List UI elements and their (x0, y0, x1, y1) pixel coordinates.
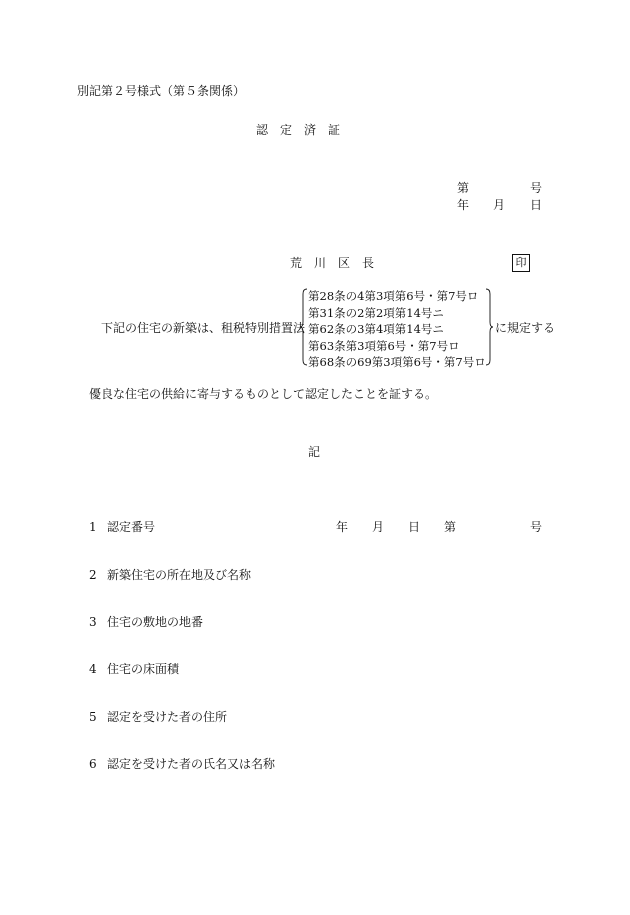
item-label: 認定を受けた者の住所 (107, 710, 228, 724)
document-title: 認 定 済 証 (256, 123, 341, 137)
item-number: 1 (89, 520, 97, 534)
item-number: 4 (89, 662, 97, 676)
issue-number-prefix: 第 (457, 181, 470, 195)
left-brace-icon (300, 288, 308, 366)
item1-number-suffix: 号 (530, 520, 543, 534)
issue-day: 日 (530, 198, 543, 212)
issue-year: 年 (457, 198, 470, 212)
item-label: 認定を受けた者の氏名又は名称 (107, 757, 276, 771)
law-item: 第28条の4第3項第6号・第7号ロ (308, 289, 479, 303)
item-number: 6 (89, 757, 97, 771)
law-list (308, 288, 486, 371)
seal-mark: 印 (512, 254, 530, 272)
item-label: 住宅の床面積 (107, 662, 180, 676)
item-number: 2 (89, 568, 97, 582)
statement-second-line: 優良な住宅の供給に寄与するものとして認定したことを証する。 (89, 387, 438, 401)
item1-day: 日 (408, 520, 421, 534)
item-label: 認定番号 (107, 520, 156, 534)
item1-number-prefix: 第 (444, 520, 457, 534)
item1-month: 月 (372, 520, 385, 534)
issuer-name: 荒 川 区 長 (290, 256, 375, 270)
issue-month: 月 (493, 198, 506, 212)
law-item: 第31条の2第2項第14号ニ (308, 305, 444, 320)
item-number: 5 (89, 710, 97, 724)
item-number: 3 (89, 615, 97, 629)
item1-year: 年 (336, 520, 349, 534)
ki-heading: 記 (308, 445, 321, 459)
law-item: 第68条の69第3項第6号・第7号ロ (308, 355, 486, 369)
item-label: 新築住宅の所在地及び名称 (107, 568, 252, 582)
statement-lead: 下記の住宅の新築は、租税特別措置法 (101, 321, 306, 335)
law-item: 第62条の3第4項第14号ニ (308, 322, 444, 336)
item-label: 住宅の敷地の地番 (107, 615, 204, 629)
law-item: 第63条第3項第6号・第7号ロ (308, 338, 460, 353)
issue-number-suffix: 号 (530, 181, 543, 195)
right-brace-icon (485, 288, 493, 366)
statement-tail: に規定する (495, 321, 556, 335)
form-label: 別記第２号様式（第５条関係） (77, 84, 246, 98)
